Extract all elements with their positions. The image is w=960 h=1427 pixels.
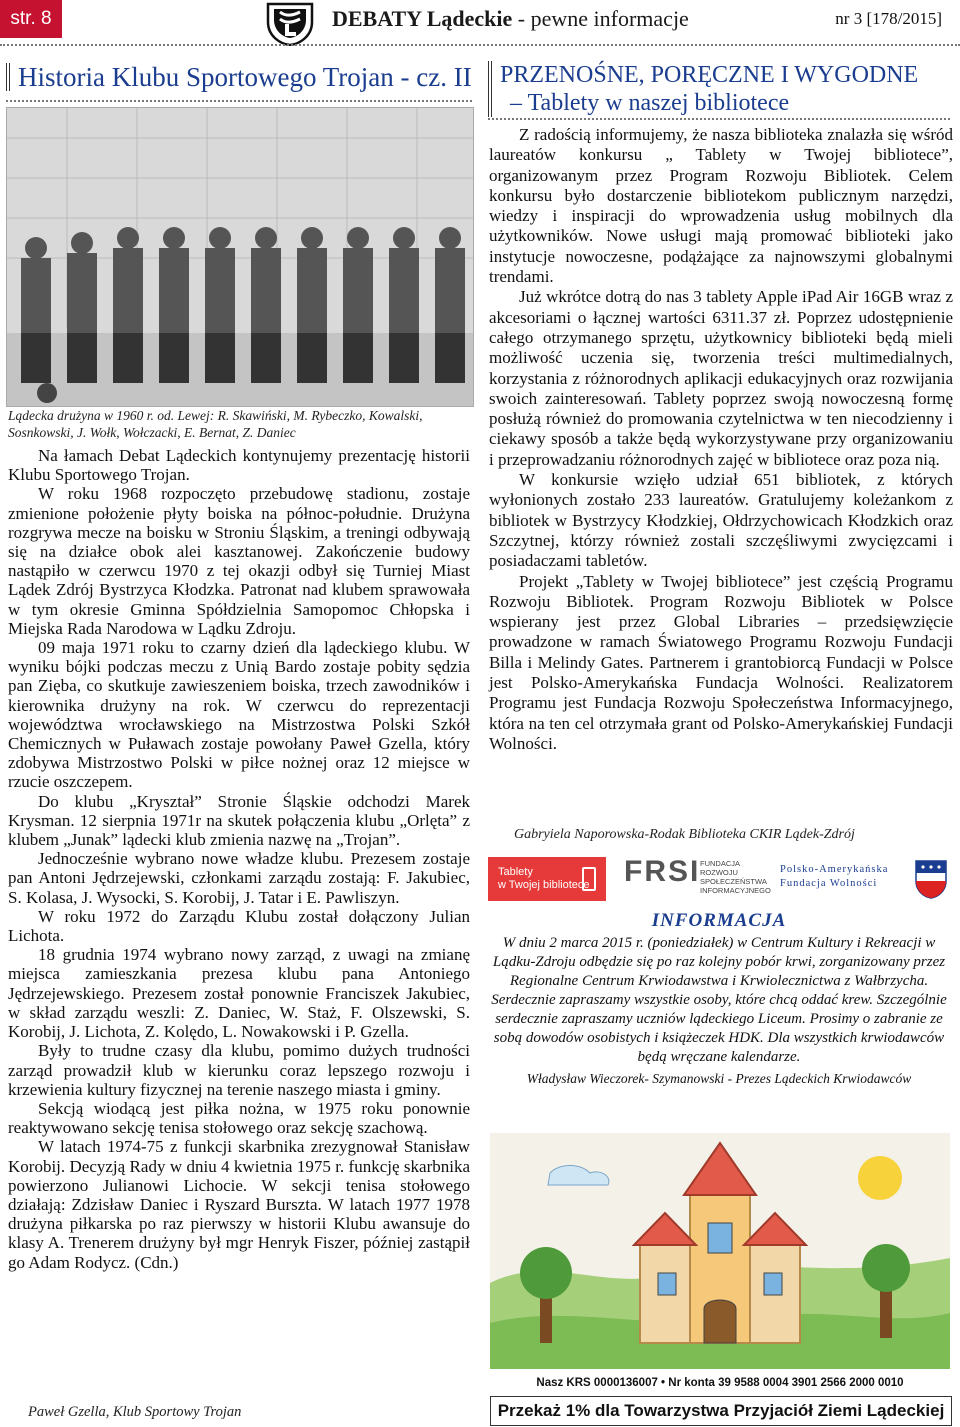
information-text: W dniu 2 marca 2015 r. (poniedziałek) w Centrum Kultury i Rekreacji w Lądku-Zdroju odbędzie się po raz kolejny pobór krwi, zorganizowany przez Regionalne Centrum Krwiodawstwa i Krwiolecznictwa z Wałbrzycha. Serdecznie zapraszamy wszystkie osoby, które chcą oddać krew. Szczególnie serdecznie zapraszamy uczniów lądeckiego Liceum. Prosimy o zabranie ze sobą dowodów osobistych i książeczek HDK. Dla wszystkich krwiodawców będą wręczane kalendarze. — [491, 935, 947, 1065]
left-paragraph: Były to trudne czasy dla klubu, pomimo dużych trudności zarząd prowadził klub w kierunku coraz lepszego rozwoju i krzewienia kultury fizycznej na terenie naszego miasta i gminy. — [8, 1041, 470, 1099]
left-article-body — [8, 446, 470, 1272]
tablety-logo: Tablety w Twojej bibliotece — [488, 857, 606, 901]
left-paragraph: Do klubu „Kryształ” Stronie Śląskie odchodzi Marek Krysman. 12 sierpnia 1971r na skutek połączenia klubu „Orlęta” z klubem „Junak” lądecki klub zmienia nazwę na „Trojan”. — [8, 791, 470, 850]
right-title-divider — [488, 118, 950, 120]
left-paragraph: W roku 1972 do Zarządu Klubu został dołączony Julian Lichota. — [8, 906, 470, 946]
issue-number: nr 3 [178/2015] — [835, 9, 942, 28]
pafw-flag-icon — [914, 859, 948, 899]
frsi-logo: FRSI — [624, 855, 701, 888]
left-paragraph: Na łamach Debat Lądeckich kontynujemy prezentację historii Klubu Sportowego Trojan. — [8, 446, 470, 485]
donation-banner: Przekaż 1% dla Towarzystwa Przyjaciół Ziemi Lądeckiej — [490, 1396, 952, 1426]
right-article-author: Gabryiela Naporowska-Rodak Biblioteka CKIR Lądek-Zdrój — [514, 827, 855, 842]
pafw-logo: Polsko-Amerykańska Fundacja Wolności — [780, 864, 889, 889]
right-paragraph: Z radością informujemy, że nasza biblioteka znalazła się wśród laureatów konkursu „ Tablety w Twojej bibliotece”, organizowanym przez Program Rozwoju Bibliotek. Celem konkursu było dostarczenie bibliotekom publicznym narzędzi, wiedzy i inspiracji do wprowadzenia usług mobilnych dla użytkowników. Nowe usługi mają promować biblioteki jako instytucje nowoczesne, podążające za najnowszymi globalnymi trendami. — [489, 125, 953, 287]
information-signature: Władysław Wieczorek- Szymanowski - Prezes Lądeckich Krwiodawców — [526, 1071, 912, 1086]
krs-bank-text: Nasz KRS 0000136007 • Nr konta 39 9588 0004 3901 2566 2000 0010 — [536, 1377, 904, 1389]
information-box — [488, 910, 950, 1120]
left-paragraph: 18 grudnia 1974 wybrano nowy zarząd, z uwagi na zmianę miejsca zamieszkania prezesa klubu pana Antoniego Jędrzejewskiego. Prezesem został ponownie Franciszek Jakubiec, w skład zarządu weszli: Z. Daniec, W. Staż, F. Olszewski, S. Korobij, J. Lichota, Z. Kolędo, L. Nowakowski i P. Gzella. — [8, 945, 470, 1042]
left-paragraph: Sekcją wiodącą jest piłka nożna, w 1975 roku ponownie reaktywowano sekcję tenisa stołowego oraz sekcję szachową. — [8, 1098, 470, 1138]
sponsor-logos — [488, 855, 950, 905]
information-title: INFORMACJA — [651, 910, 787, 931]
publication-title: DEBATY Lądeckie - pewne informacje — [332, 6, 689, 31]
right-section-title: PRZENOŚNE, PORĘCZNE I WYGODNE – Tablety w naszej bibliotece — [488, 61, 918, 117]
left-paragraph: Jednocześnie wybrano nowe władze klubu. Prezesem zostaje pan Antoni Jędrzejewski, członkami zarządu zostają: F. Jakubiec, S. Kolasa, J. Wysocki, S. Korobij, J. Tatar i E. Pawliszyn. — [8, 849, 470, 907]
right-paragraph: Projekt „Tablety w Twojej bibliotece” jest częścią Programu Rozwoju Bibliotek. Program Rozwoju Bibliotek w Polsce wspierany jest przez Global Libraries – przedsięwzięcie prowadzone w ramach Światowego Programu Rozwoju Fundacji Billa i Melindy Gates. Partnerem i grantobiorcą Fundacji w Polsce jest Polsko-Amerykańska Fundacja Wolności. Realizatorem Programu jest Fundacja Rozwoju Społeczeństwa Informacyjnego, która na ten cel otrzymała grant od Polsko-Amerykańskiej Fundacji Wolności. — [489, 571, 953, 753]
team-photo — [6, 107, 474, 407]
left-paragraph: 09 maja 1971 roku to czarny dzień dla lądeckiego klubu. W wyniku bójki podczas meczu z Unią Bardo zostaje pobity sędzia pan Zięba, co skutkuje zawieszeniem boiska, trzech zawodników i kierownika drużyny na rok. W czerwcu do reprezentacji województwa wrocławskiego na Mistrzostwa Polski Szkół Chemicznych w Puławach zostaje powołany Paweł Gzella, który zdobywa Mistrzostwo Polski w piłce nożnej oraz 12 miejsce w rzucie oszczepem. — [8, 638, 470, 792]
child-drawing-castle — [490, 1133, 950, 1393]
header-divider — [0, 44, 960, 46]
left-section-title: Historia Klubu Sportowego Trojan - cz. II — [6, 63, 472, 91]
right-paragraph: Już wkrótce dotrą do nas 3 tablety Apple iPad Air 16GB wraz z akcesoriami o łącznej wartości 6311.37 zł. Poprzez udostępnienie całego otrzymanego sprzętu, użytkownicy biblioteki będą mieli możliwość uczenia się, tworzenia treści multimedialnych, korzystania z różnorodnych aplikacji edukacyjnych oraz rozwijania swoich zainteresowań. Tablety poprzez swoją nowoczesną formę posłużą również do promowania czytelnictwa w ten niecodzienny i ciekawy sposób a także będą wykorzystywane przy organizowaniu i przeprowadzaniu różnorodnych zajęć w bibliotece oraz poza nią. — [489, 287, 953, 469]
team-photo-caption: Lądecka drużyna w 1960 r. od. Lewej: R. Skawiński, M. Rybeczko, Kowalski, Sosnkowski, J. Wołk, Wołczacki, E. Bernat, Z. Daniec — [8, 408, 423, 440]
page-number-badge: str. 8 — [0, 0, 62, 38]
left-paragraph: W latach 1974-75 z funkcji skarbnika zrezygnował Stanisław Korobij. Decyzją Rady w dniu 4 kwietnia 1975 r. funkcję skarbnika powierzono Julianowi Lichocie. W sekcji tenisa stołowego działają: Zdzisław Daniec i Ryszard Bursztа. W latach 1977 1978 drużyna piłkarska po raz pierwszy w historii Klubu awansuje do klasy A. Trenerem drużyny był mgr Henryk Fiszer, później zastąpił go Adam Rodycz. (Cdn.) — [8, 1137, 470, 1272]
right-article-body — [489, 125, 953, 754]
left-title-divider — [6, 100, 472, 102]
publication-logo — [264, 2, 316, 46]
left-paragraph: W roku 1968 rozpoczęto przebudowę stadionu, zostaje zmienione położenie płyty boiska na północ-południe. Drużyna rozgrywa mecze na boisku w Stroniu Śląskim, a treningi odbywają się na działce obok alei kasztanowej. Zakończenie budowy nastąpiło w czerwcu 1970 z tej okazji odbył się Turniej Miast Lądek Zdrój Bystrzyca Kłodzka. Patronat nad klubem sprawowała w tym okresie Gminna Spółdzielnia Samopomoc Chłopska i Miejska Rada Narodowa w Lądku Zdroju. — [8, 484, 470, 638]
left-article-author: Paweł Gzella, Klub Sportowy Trojan — [28, 1404, 242, 1420]
tablet-icon — [582, 867, 596, 891]
frsi-logo-subtitle: FUNDACJA ROZWOJU SPOŁECZEŃSTWA INFORMACYJNEGO — [700, 859, 771, 895]
right-paragraph: W konkursie wzięło udział 651 bibliotek, z których wyłonionych zostało 233 laureatów. Gratulujemy koleżankom z bibliotek w Bystrzycy Kłodzkiej, Ołdrzychowicach Kłodzkich oraz Szczytnej, którzy również zostali szczęśliwymi zwycięzcami i posiadaczami tabletów. — [489, 470, 953, 571]
